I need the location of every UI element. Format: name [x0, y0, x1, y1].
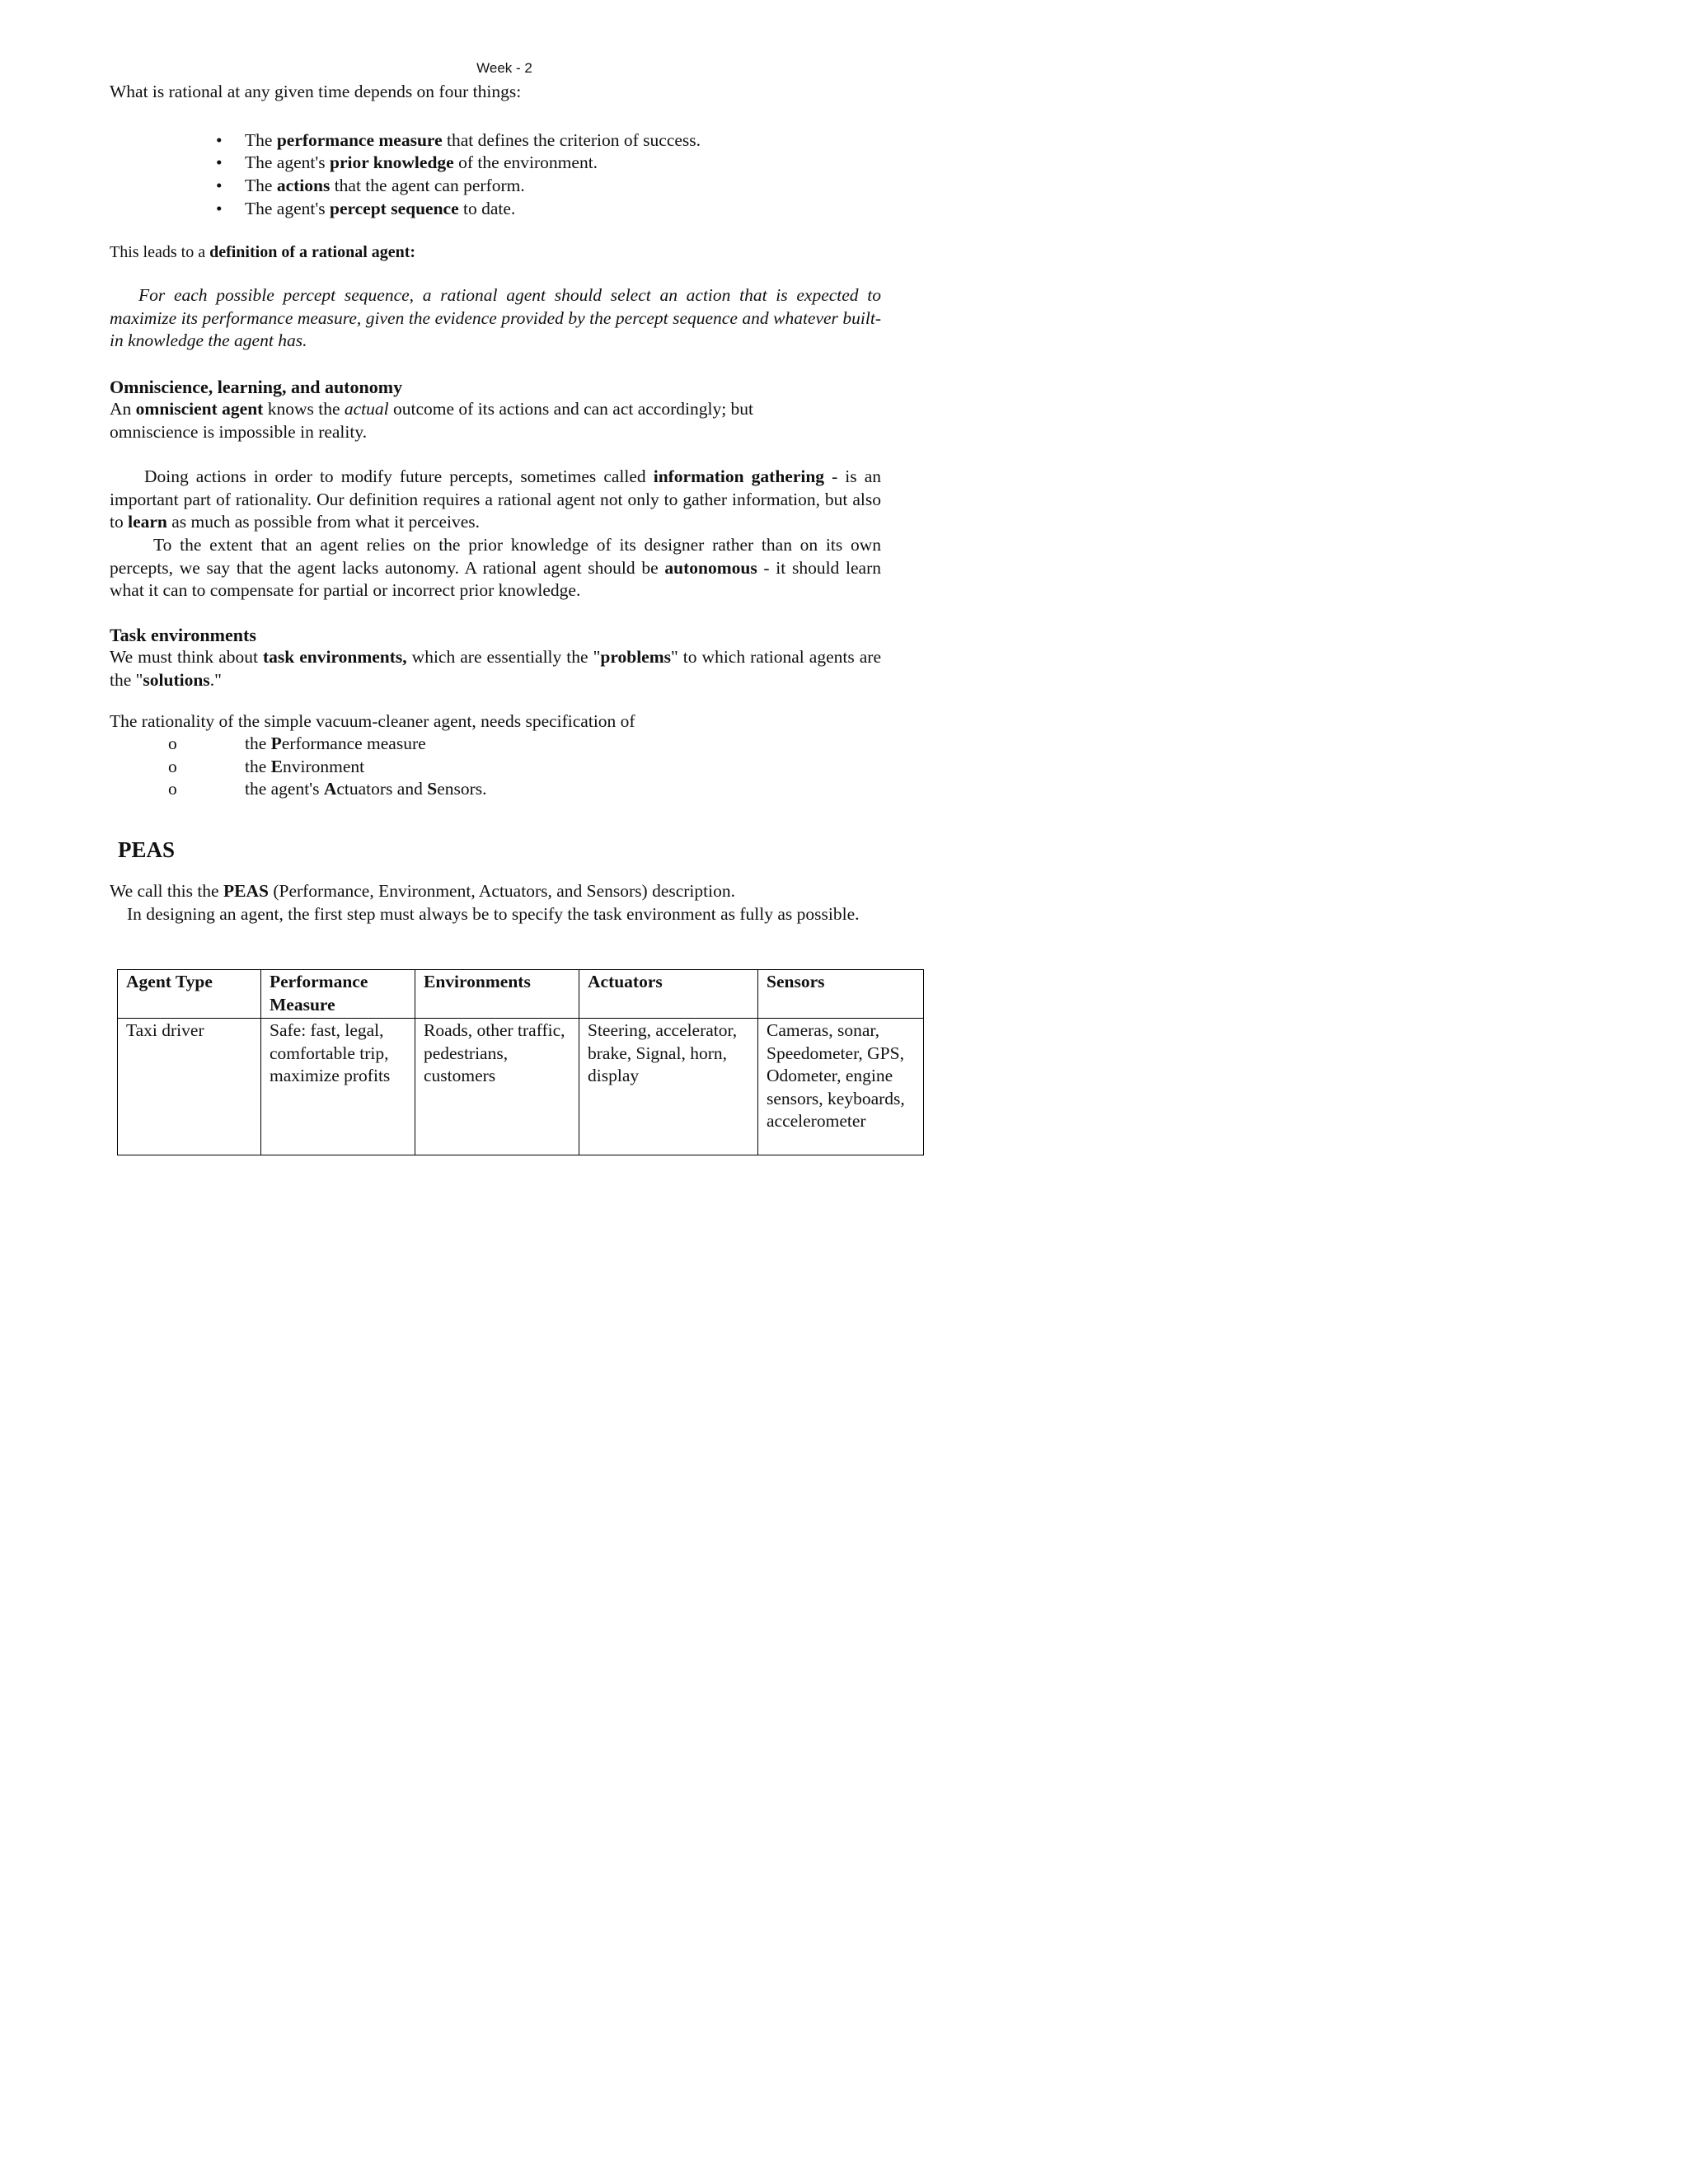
definition-quote: For each possible percept sequence, a rational agent should select an action that is expected to maximize its performance measure, given the evidence provided by the percept sequence and whatever built-in knowledge the agent has. [110, 285, 881, 350]
table-header-cell: Agent Type [118, 970, 261, 1019]
bullet-icon: • [216, 152, 223, 172]
task-environments-heading: Task environments [110, 625, 256, 645]
spec-item-environment: the Environment [245, 757, 365, 776]
peas-table [117, 969, 924, 1155]
bullet-item-2: The agent's prior knowledge of the environment. [245, 152, 598, 172]
information-gathering-paragraph: Doing actions in order to modify future percepts, sometimes called information gathering - is an important part of rationality. Our definition requires a rational agent not only to gather information, but also to learn as much as possible from what it perceives. [110, 466, 881, 532]
circle-bullet-icon: o [168, 733, 177, 753]
bullet-item-1: The performance measure that defines the criterion of success. [245, 130, 701, 150]
task-environments-paragraph: We must think about task environments, which are essentially the "problems" to which rational agents are the "solutions." [110, 647, 881, 690]
table-header-cell: Environments [415, 970, 579, 1019]
table-cell: Safe: fast, legal, comfortable trip, maximize profits [261, 1019, 415, 1155]
table-header-row [118, 970, 924, 1019]
definition-lead: This leads to a definition of a rational agent: [110, 243, 416, 261]
table-row [118, 1019, 924, 1155]
intro-line: What is rational at any given time depends on four things: [110, 82, 522, 101]
omniscience-paragraph: An omniscient agent knows the actual outcome of its actions and can act accordingly; but omniscience is impossible in reality. [110, 399, 754, 442]
table-cell: Cameras, sonar, Speedometer, GPS, Odometer, engine sensors, keyboards, accelerometer [758, 1019, 924, 1155]
bullet-icon: • [216, 199, 223, 218]
bullet-item-4: The agent's percept sequence to date. [245, 199, 516, 218]
rationality-line: The rationality of the simple vacuum-cleaner agent, needs specification of [110, 711, 635, 731]
document-page [0, 0, 1009, 1305]
table-header-cell: Actuators [579, 970, 758, 1019]
table-cell: Roads, other traffic, pedestrians, customers [415, 1019, 579, 1155]
bullet-icon: • [216, 130, 223, 150]
peas-intro-line: We call this the PEAS (Performance, Environment, Actuators, and Sensors) description. [110, 881, 735, 901]
page-header: Week - 2 [476, 60, 532, 76]
spec-item-performance: the Performance measure [245, 733, 426, 753]
peas-heading: PEAS [118, 837, 176, 862]
bullet-item-3: The actions that the agent can perform. [245, 176, 525, 195]
table-cell: Steering, accelerator, brake, Signal, horn, display [579, 1019, 758, 1155]
omniscience-heading: Omniscience, learning, and autonomy [110, 377, 403, 397]
autonomy-paragraph: To the extent that an agent relies on the prior knowledge of its designer rather than on its own percepts, we say that the agent lacks autonomy. A rational agent should be autonomous - it should learn what it can to compensate for partial or incorrect prior knowledge. [110, 535, 881, 600]
bullet-icon: • [216, 176, 223, 195]
table-header-cell: Sensors [758, 970, 924, 1019]
circle-bullet-icon: o [168, 757, 177, 776]
peas-design-paragraph: In designing an agent, the first step must always be to specify the task environment as fully as possible. [127, 904, 860, 924]
spec-item-actuators-sensors: the agent's Actuators and Sensors. [245, 779, 487, 799]
table-header-cell: Performance Measure [261, 970, 415, 1019]
circle-bullet-icon: o [168, 779, 177, 799]
table-cell: Taxi driver [118, 1019, 261, 1155]
